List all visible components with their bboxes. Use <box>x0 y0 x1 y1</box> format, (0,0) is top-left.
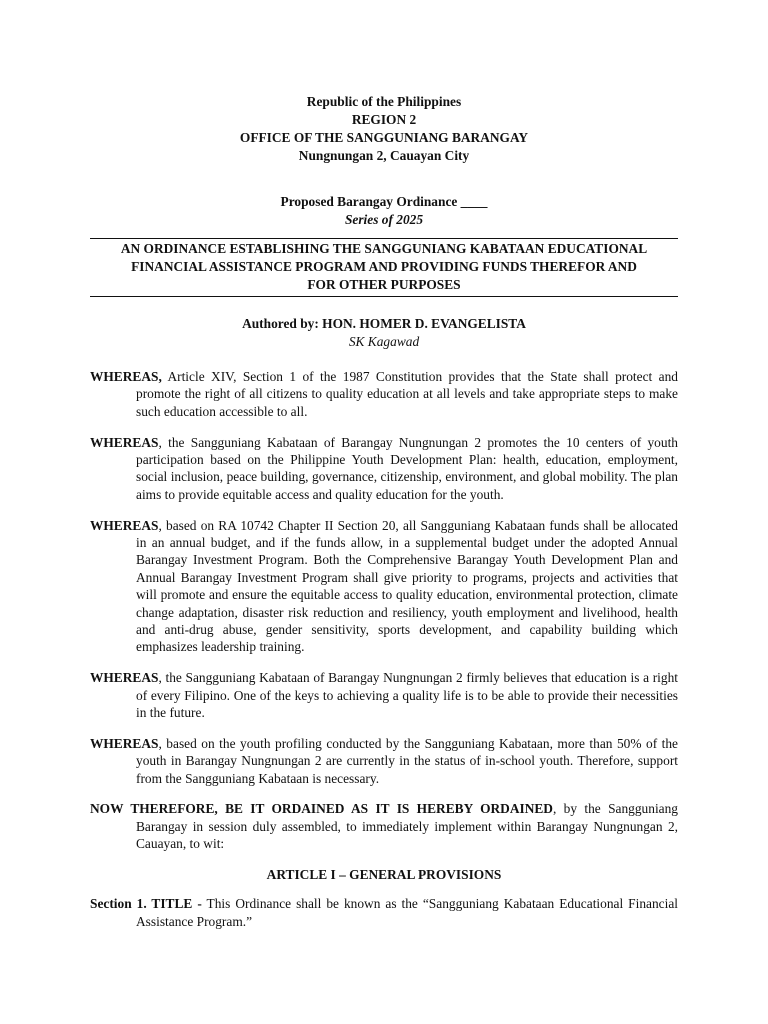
whereas-clause-3: WHEREAS, based on RA 10742 Chapter II Section 20, all Sangguniang Kabataan funds shall be allocated in an annual budget, and if the funds allow, in a supplemental budget under the adopted Annual Barangay Investment Program. Both the Comprehensive Barangay Youth Development Plan and Annual Barangay Investment Program shall give priority to programs, projects and activities that will promote and ensure the equitable access to quality education, environmental protection, climate change adaptation, disaster risk reduction and resiliency, youth employment and livelihood, health and anti-drug abuse, gender sensitivity, sports development, and capability building which emphasizes leadership training. <box>90 517 678 655</box>
ordinance-long-title <box>90 239 678 296</box>
document-header <box>90 93 678 165</box>
header-region: REGION 2 <box>351 112 417 127</box>
title-rule-bottom <box>90 296 678 297</box>
ordinance-heading <box>90 193 678 229</box>
header-office: OFFICE OF THE SANGGUNIANG BARANGAY <box>239 130 529 145</box>
ordinance-title: Proposed Barangay Ordinance ____ <box>280 194 488 209</box>
article-1-heading: ARTICLE I – GENERAL PROVISIONS <box>266 867 502 883</box>
whereas-clause-2: WHEREAS, the Sangguniang Kabataan of Barangay Nungnungan 2 promotes the 10 centers of youth participation based on the Philippine Youth Development Plan: health, education, employment, social inclusion, peace building, governance, citizenship, environment, and global mobility. The plan aims to provide equitable access and quality education for the youth. <box>90 434 678 502</box>
author-name: Authored by: HON. HOMER D. EVANGELISTA <box>242 316 526 331</box>
long-title-line-2: FINANCIAL ASSISTANCE PROGRAM AND PROVIDING FUNDS THEREFOR AND <box>131 259 637 274</box>
author-position: SK Kagawad <box>348 334 420 349</box>
ordinance-series: Series of 2025 <box>344 212 424 227</box>
whereas-clause-4: WHEREAS, the Sangguniang Kabataan of Barangay Nungnungan 2 firmly believes that education is a right of every Filipino. One of the keys to achieving a quality life is to be able to provide their necessities in the future. <box>90 670 678 721</box>
long-title-line-3: FOR OTHER PURPOSES <box>307 277 461 292</box>
whereas-clause-5: WHEREAS, based on the youth profiling conducted by the Sangguniang Kabataan, more than 50% of the youth in Barangay Nungnungan 2 are currently in the status of in-school youth. Therefore, support from the Sangguniang Kabataan is necessary. <box>90 735 678 786</box>
long-title-line-1: AN ORDINANCE ESTABLISHING THE SANGGUNIANG KABATAAN EDUCATIONAL <box>120 241 648 256</box>
whereas-clauses <box>90 368 678 853</box>
header-location: Nungnungan 2, Cauayan City <box>298 148 470 163</box>
author-block <box>90 315 678 351</box>
now-therefore-clause: NOW THEREFORE, BE IT ORDAINED AS IT IS HEREBY ORDAINED, by the Sangguniang Barangay in session duly assembled, to immediately implement within Barangay Nungnungan 2, Cauayan, to wit: <box>90 801 678 852</box>
whereas-clause-1: WHEREAS, Article XIV, Section 1 of the 1987 Constitution provides that the State shall protect and promote the right of all citizens to quality education at all levels and take appropriate steps to make such education accessible to all. <box>90 369 678 419</box>
header-republic: Republic of the Philippines <box>306 94 462 109</box>
section-1-title: Section 1. TITLE - This Ordinance shall be known as the “Sangguniang Kabataan Educational Financial Assistance Program.” <box>90 896 678 929</box>
